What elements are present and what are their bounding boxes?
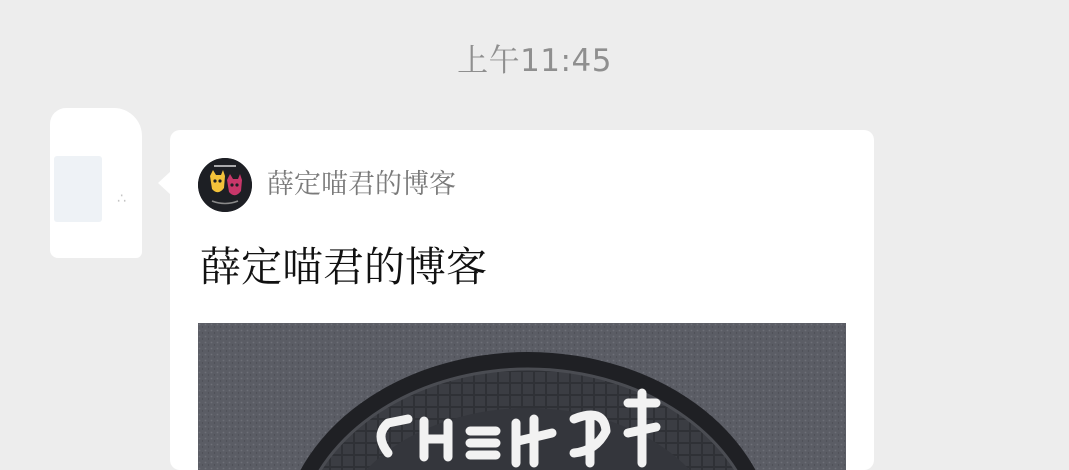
- manhole-cover-image[interactable]: [198, 323, 846, 470]
- avatar-mark-icon: ∴: [117, 191, 126, 207]
- card-title[interactable]: 薛定喵君的博客: [200, 243, 487, 291]
- avatar-image: [54, 156, 102, 222]
- card-source-row[interactable]: [198, 158, 456, 212]
- sender-avatar[interactable]: [50, 108, 142, 258]
- card-source-name: 薛定喵君的博客: [267, 169, 456, 200]
- cat-logo-icon: [198, 158, 252, 212]
- message-timestamp: 上午11:45: [457, 43, 612, 79]
- shared-link-card[interactable]: [170, 130, 874, 470]
